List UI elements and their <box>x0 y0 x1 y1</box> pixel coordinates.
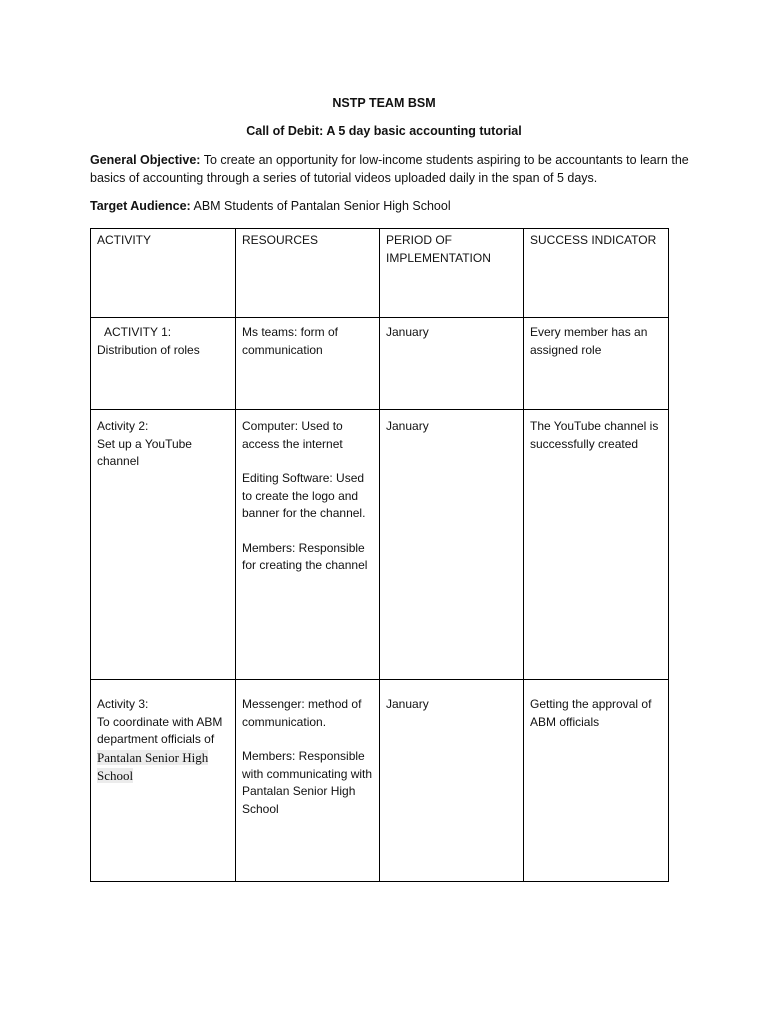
period-cell: January <box>380 410 524 680</box>
activity-description: Set up a YouTube channel <box>97 436 192 468</box>
audience-label: Target Audience: <box>90 199 191 213</box>
document-subtitle: Call of Debit: A 5 day basic accounting tutorial <box>246 124 522 138</box>
activity-number: Activity 3: <box>97 697 149 711</box>
header-period-line1: PERIOD OF <box>386 233 453 247</box>
table-row <box>91 410 669 680</box>
document-title: NSTP TEAM BSM <box>332 96 436 110</box>
resources-cell <box>236 410 380 680</box>
resource-item: Computer: Used to access the internet <box>242 419 343 451</box>
activity-description: Distribution of roles <box>97 342 200 357</box>
objective-text: To create an opportunity for low-income students aspiring to be accountants to learn the basics of accounting through a series of tutorial videos uploaded daily in the span of 5 days. <box>90 153 689 185</box>
table-row <box>91 318 669 410</box>
period-cell: January <box>380 318 524 410</box>
header-period-line2: IMPLEMENTATION <box>386 250 491 265</box>
resource-item: Members: Responsible with communicating with Pantalan Senior High School <box>242 749 373 816</box>
activity-table <box>90 228 669 882</box>
resource-item: Messenger: method of communication. <box>242 697 362 729</box>
resource-item: Ms teams: form of communication <box>242 325 339 357</box>
indicator-cell: Every member has an assigned role <box>524 318 669 410</box>
resources-cell <box>236 680 380 882</box>
header-resources: RESOURCES <box>236 229 380 318</box>
resource-item: Editing Software: Used to create the logo and banner for the channel. <box>242 471 366 520</box>
general-objective <box>90 151 690 187</box>
activity-number: Activity 2: <box>97 419 149 433</box>
header-period <box>380 229 524 318</box>
objective-label: General Objective: <box>90 153 201 167</box>
highlighted-school-name: Pantalan Senior High School <box>97 749 209 783</box>
activity-number: ACTIVITY 1: <box>104 325 172 339</box>
activity-description <box>97 714 229 786</box>
header-activity: ACTIVITY <box>91 229 236 318</box>
header-indicator: SUCCESS INDICATOR <box>524 229 669 318</box>
resource-item: Members: Responsible for creating the channel <box>242 540 368 572</box>
activity-cell <box>91 680 236 882</box>
activity-cell <box>91 410 236 680</box>
table-row <box>91 680 669 882</box>
audience-text: ABM Students of Pantalan Senior High School <box>190 199 451 213</box>
period-cell: January <box>380 680 524 882</box>
indicator-cell: The YouTube channel is successfully created <box>524 410 669 680</box>
indicator-cell: Getting the approval of ABM officials <box>524 680 669 882</box>
activity-description-text: To coordinate with ABM department officials of <box>97 714 223 746</box>
target-audience <box>90 199 451 213</box>
table-header-row <box>91 229 669 318</box>
activity-cell <box>91 318 236 410</box>
resources-cell <box>236 318 380 410</box>
